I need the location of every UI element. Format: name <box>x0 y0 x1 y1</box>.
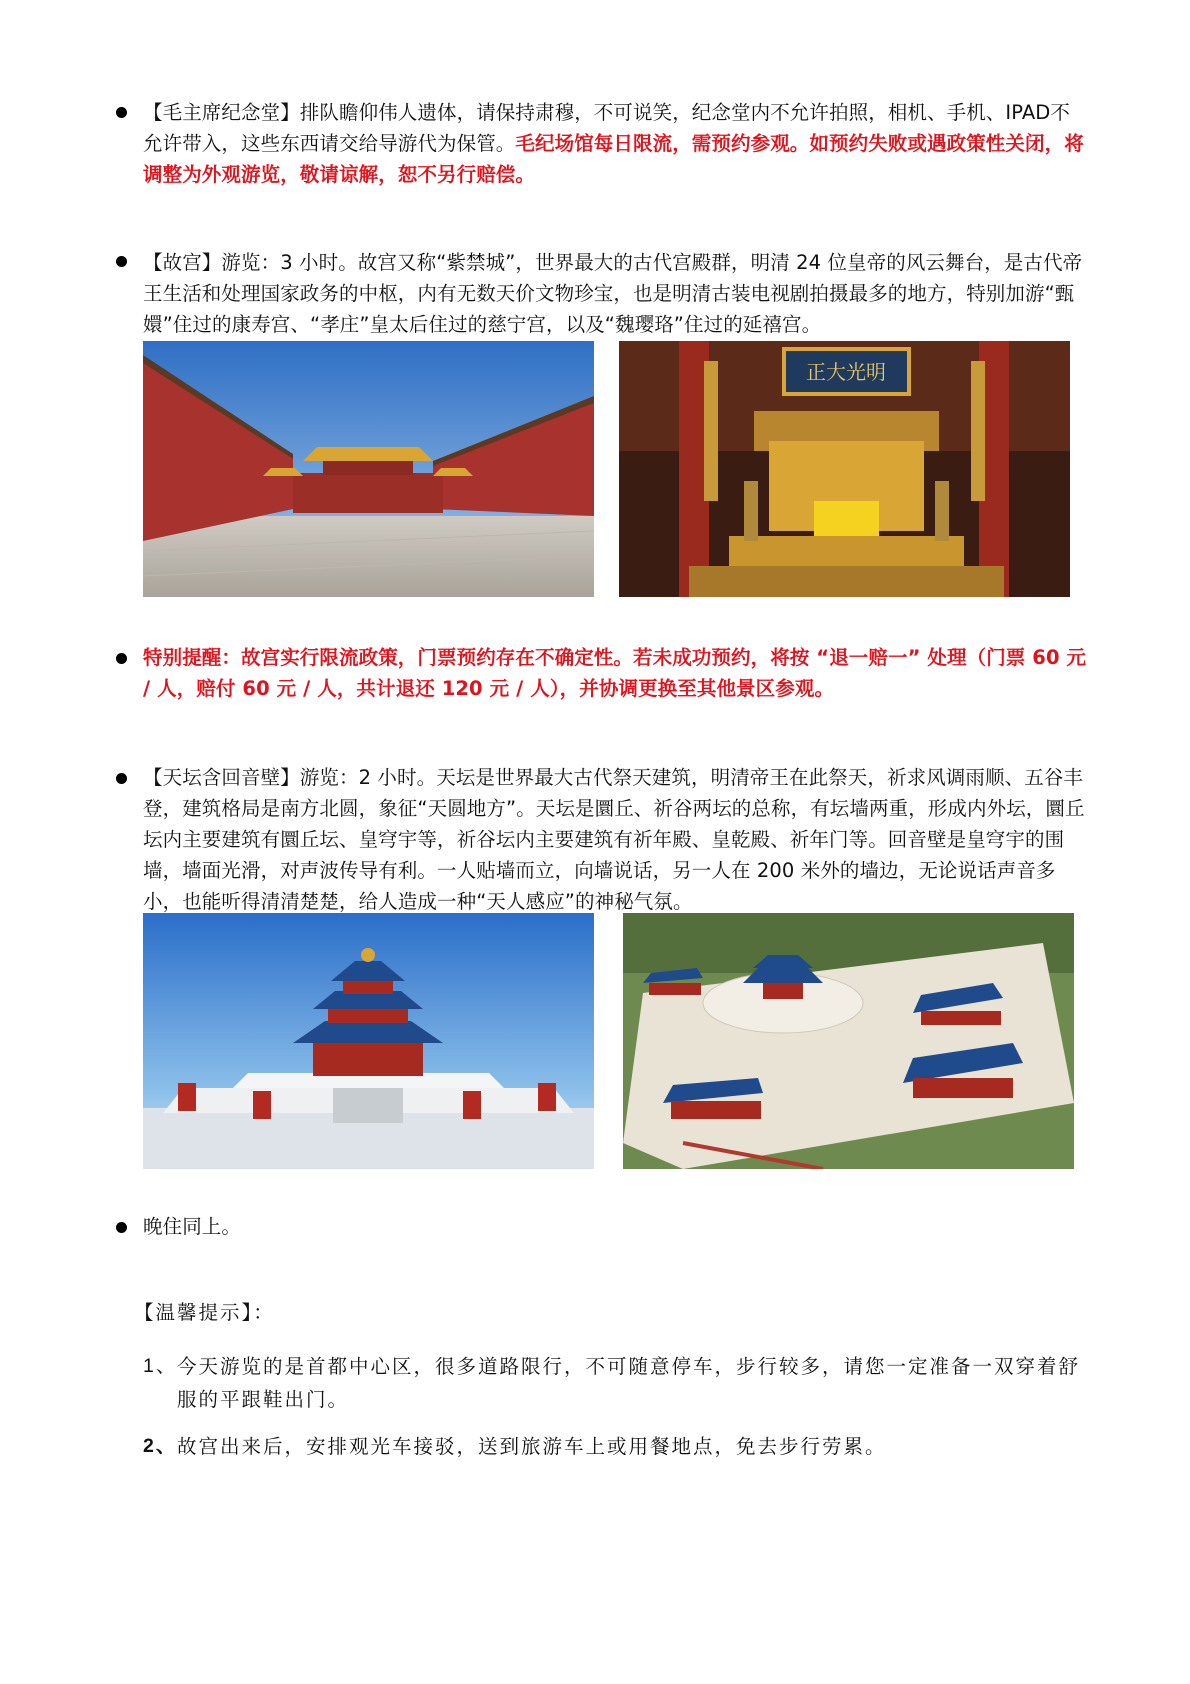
memorial-hall-text: 【毛主席纪念堂】排队瞻仰伟人遗体，请保持肃穆，不可说笑，纪念堂内不允许拍照，相机、手机、IPAD不允许带入，这些东西请交给导游代为保管。 <box>143 101 1071 155</box>
bullet-icon <box>116 773 127 784</box>
temple-aerial-photo <box>623 913 1074 1169</box>
tip-text: 今天游览的是首都中心区，很多道路限行，不可随意停车，步行较多，请您一定准备一双穿着舒服的平跟鞋出门。 <box>177 1355 1081 1411</box>
bullet-icon <box>116 1222 127 1233</box>
temple-of-heaven-paragraph: 【天坛含回音壁】游览：2 小时。天坛是世界最大古代祭天建筑，明清帝王在此祭天，祈求风调雨顺、五谷丰登，建筑格局是南方北圆，象征“天圆地方”。天坛是圜丘、祈谷两坛的总称，有坛墙两重，形成内外坛，圜丘坛内主要建筑有圜丘坛、皇穹宇等，祈谷坛内主要建筑有祈年殿、皇乾殿、祈年门等。回音壁是皇穹宇的围墙，墙面光滑，对声波传导有利。一人贴墙而立，向墙说话，另一人在 200 米外的墙边，无论说话声音多小，也能听得清清楚楚，给人造成一种“天人感应”的神秘气氛。 <box>143 766 1085 913</box>
tips-heading: 【温馨提示】： <box>134 1301 275 1324</box>
tip-item <box>143 1350 1088 1416</box>
plaque-text: 正大光明 <box>806 360 886 384</box>
bullet-icon <box>116 653 127 664</box>
bullet-icon <box>116 256 127 267</box>
forbidden-city-gate-photo <box>143 341 594 597</box>
tip-number: 2、 <box>143 1435 178 1457</box>
tip-item <box>143 1430 1088 1463</box>
tip-text: 故宫出来后，安排观光车接驳，送到旅游车上或用餐地点，免去步行劳累。 <box>177 1435 887 1458</box>
bullet-icon <box>116 107 127 118</box>
throne-hall-photo <box>619 341 1070 597</box>
overnight-paragraph: 晚住同上。 <box>143 1215 242 1238</box>
tip-number: 1、 <box>143 1355 178 1377</box>
special-reminder-paragraph: 特别提醒：故宫实行限流政策，门票预约存在不确定性。若未成功预约，将按 “退一赔一” 处理（门票 60 元 / 人，赔付 60 元 / 人，共计退还 120 元 / 人），并协调更换至其他景区参观。 <box>143 646 1087 700</box>
hall-of-prayer-photo <box>143 913 594 1169</box>
memorial-hall-paragraph <box>143 97 1088 190</box>
forbidden-city-paragraph: 【故宫】游览：3 小时。故宫又称“紫禁城”，世界最大的古代宫殿群，明清 24 位皇帝的风云舞台，是古代帝王生活和处理国家政务的中枢，内有无数天价文物珍宝，也是明清古装电视剧拍摄最多的地方，特别加游“甄嬛”住过的康寿宫、“孝庄”皇太后住过的慈宁宫，以及“魏璎珞”住过的延禧宫。 <box>143 251 1083 336</box>
memorial-hall-warning: 毛纪场馆每日限流，需预约参观。如预约失败或遇政策性关闭，将调整为外观游览，敬请谅解，恕不另行赔偿。 <box>143 132 1084 186</box>
